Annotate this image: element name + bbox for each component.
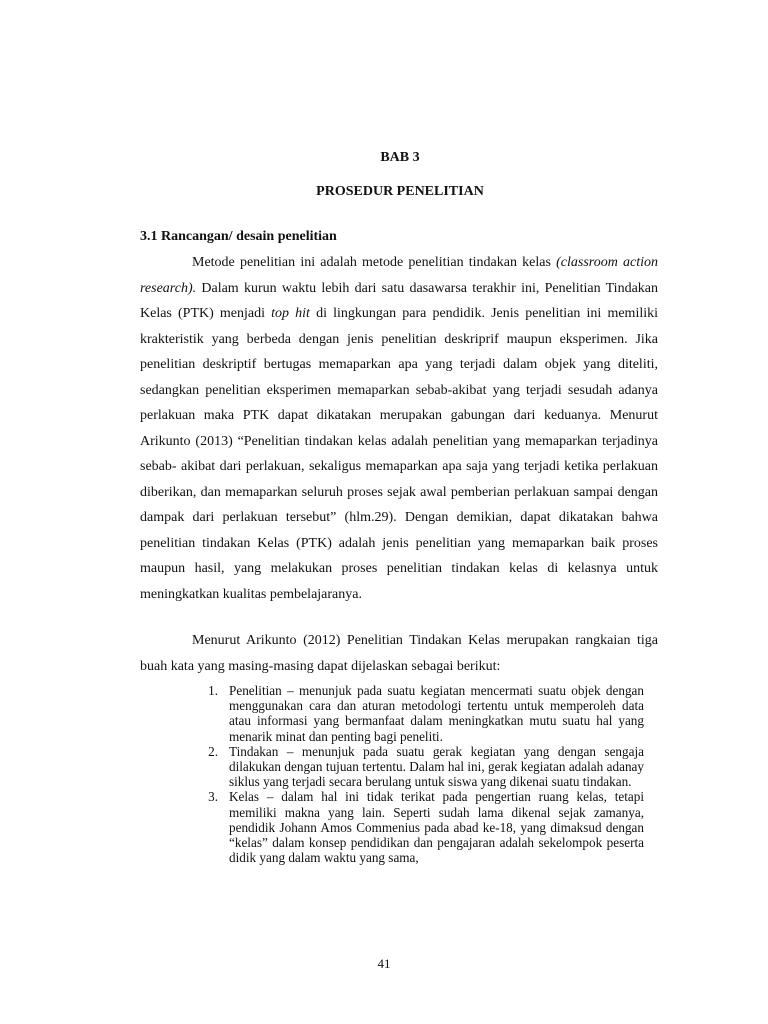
- list-item-text: Kelas – dalam hal ini tidak terikat pada pengertian ruang kelas, tetapi memiliki makna yang lain. Seperti sudah lama dikenal sejak zamanya, pendidik Johann Amos Commenius pada abad ke-18, yang dimaksud dengan “kelas” dalam konsep pendidikan dan pengajaran adalah sekelompok peserta didik yang dalam waktu yang sama,: [229, 789, 644, 866]
- paragraph-1-italic-2: top hit: [271, 306, 310, 321]
- list-item-text: Penelitian – menunjuk pada suatu kegiatan mencermati suatu objek dengan menggunakan cara dan aturan metodologi tertentu untuk memperoleh data atau informasi yang bermanfaat dalam meningkatkan mutu suatu hal yang menarik minat dan penting bagi peneliti.: [229, 683, 644, 744]
- list-item-number: 3.: [208, 789, 218, 805]
- section-heading: 3.1 Rancangan/ desain penelitian: [140, 229, 337, 244]
- list-item: [198, 744, 644, 790]
- paragraph-2-text: Menurut Arikunto (2012) Penelitian Tindakan Kelas merupakan rangkaian tiga buah kata yang masing-masing dapat dijelaskan sebagai berikut:: [140, 633, 658, 674]
- chapter-heading: BAB 3: [380, 150, 420, 165]
- numbered-list: [198, 683, 644, 865]
- paragraph-1-part-1: Metode penelitian ini adalah metode penelitian tindakan kelas: [192, 255, 557, 270]
- paragraph-1-part-2: Dalam kurun waktu lebih dari satu dasawarsa terakhir ini, Penelitian Tindakan Kelas (PTK) menjadi: [140, 280, 658, 321]
- list-item: [198, 683, 644, 744]
- chapter-title: PROSEDUR PENELITIAN: [316, 184, 484, 199]
- paragraph-1: [140, 250, 658, 607]
- page-number: 41: [377, 956, 391, 971]
- paragraph-1-italic-1: (classroom action research).: [140, 255, 659, 296]
- list-item-number: 1.: [208, 683, 218, 698]
- list-item: [198, 789, 644, 865]
- paragraph-1-part-3: di lingkungan para pendidik. Jenis penelitian ini memiliki krakteristik yang berbeda dengan jenis penelitian deskriprif maupun eksperimen. Jika penelitian deskriptif bertugas memaparkan apa yang terjadi dalam objek yang diteliti, sedangkan penelitian eksperimen memaparkan sebab-akibat yang terjadi sesudah adanya perlakuan maka PTK dapat dikatakan merupakan gabungan dari keduanya. Menurut Arikunto (2013) “Penelitian tindakan kelas adalah penelitian yang memaparkan terjadinya sebab- akibat dari perlakuan, sekaligus memaparkan apa saja yang terjadi ketika perlakuan diberikan, dan memaparkan seluruh proses sejak awal pemberian perlakuan sampai dengan dampak dari perlakuan tersebut” (hlm.29). Dengan demikian, dapat dikatakan bahwa penelitian tindakan Kelas (PTK) adalah jenis penelitian yang memaparkan baik proses maupun hasil, yang melakukan proses penelitian tindakan kelas di kelasnya untuk meningkatkan kualitas pembelajaranya.: [140, 306, 659, 602]
- paragraph-2: [140, 628, 658, 679]
- list-item-number: 2.: [208, 743, 218, 759]
- list-item-text: Tindakan – menunjuk pada suatu gerak kegiatan yang dengan sengaja dilakukan dengan tujuan tertentu. Dalam hal ini, gerak kegiatan adalah adanay siklus yang terjadi secara berulang untuk siswa yang dikenai suatu tindakan.: [229, 743, 644, 790]
